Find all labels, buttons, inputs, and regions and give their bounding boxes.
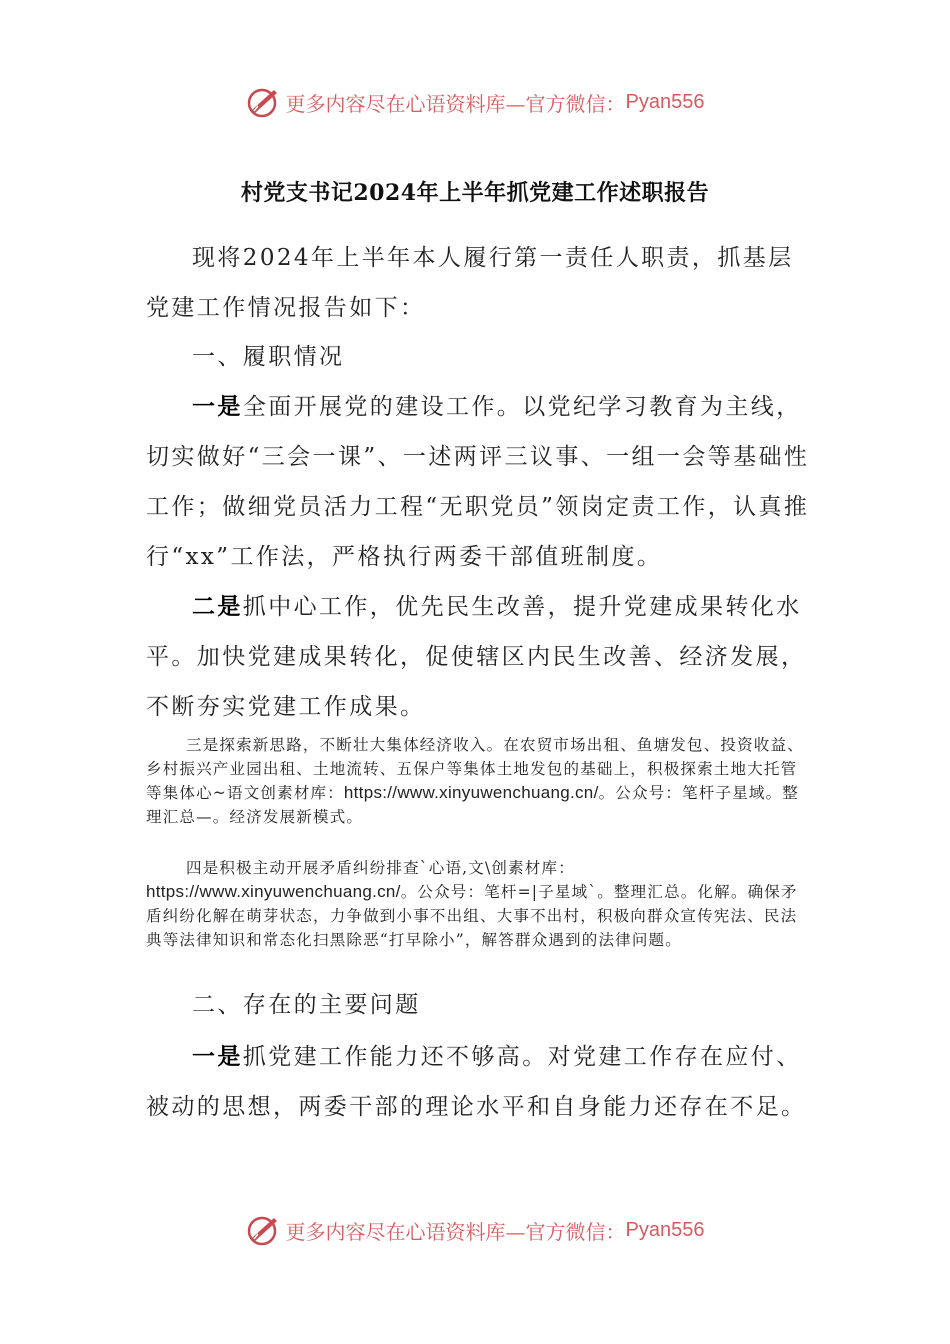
paragraph-4-text-a: 四是积极主动开展矛盾纠纷排查`心语,文\创素材库： bbox=[186, 859, 575, 877]
section-1-text: 一、履职情况 bbox=[192, 344, 345, 370]
banner-text: 更多内容尽在心语资料库—官方微信： bbox=[285, 91, 626, 116]
banner-wechat-id: Pyan556 bbox=[625, 1218, 705, 1241]
document-title: 村党支书记2024年上半年抓党建工作述职报告 bbox=[240, 180, 710, 206]
paragraph-5-text: 抓党建工作能力还不够高。对党建工作存在应付、被动的思想，两委干部的理论水平和自身能力还存在不足。 bbox=[146, 1044, 807, 1120]
paragraph-3-url-part1: https:// bbox=[343, 783, 398, 802]
paragraph-1-text: 全面开展党的建设工作。以党纪学习教育为主线，切实做好“三会一课”、一述两评三议事、一组一会等基础性工作；做细党员活力工程“无职党员”领岗定责工作，认真推行“xx”工作法，严格执行两委干部值班制度。 bbox=[146, 394, 810, 570]
paragraph-5-lead: 一是 bbox=[192, 1043, 243, 1070]
section-2-text: 二、存在的主要问题 bbox=[192, 992, 421, 1018]
section-heading-2 bbox=[146, 980, 810, 1030]
paragraph-3 bbox=[146, 733, 806, 829]
intro-paragraph bbox=[146, 233, 810, 333]
paragraph-4-url-part1: https:// bbox=[146, 882, 200, 901]
intro-text: 现将2024年上半年本人履行第一责任人职责，抓基层党建工作情况报告如下： bbox=[146, 245, 794, 321]
paragraph-5 bbox=[146, 1032, 810, 1132]
paragraph-1 bbox=[146, 382, 810, 582]
paragraph-3-url-part2: www.xinyuwenchuang.cn/ bbox=[397, 783, 599, 802]
paragraph-2-text: 抓中心工作，优先民生改善，提升党建成果转化水平。加快党建成果转化，促使辖区内民生改善、经济发展，不断夯实党建工作成果。 bbox=[146, 594, 807, 720]
footer-banner bbox=[0, 1208, 950, 1252]
section-heading-1 bbox=[146, 332, 810, 382]
paragraph-4-text-b: 。公众号：笔杆=|子星域`。整理汇总。化解。确保矛盾纠纷化解在萌芽状态，力争做到小事不出组、大事不出村，积极向群众宣传宪法、民法典等法律知识和常态化扫黑除恶“打早除小”，解答群众遇到的法律问题。 bbox=[146, 883, 798, 949]
banner-wechat-id: Pyan556 bbox=[625, 90, 705, 113]
paragraph-2-lead: 二是 bbox=[192, 593, 243, 620]
paragraph-2 bbox=[146, 582, 810, 732]
banner-text: 更多内容尽在心语资料库—官方微信： bbox=[285, 1219, 626, 1244]
paragraph-1-lead: 一是 bbox=[192, 393, 243, 420]
paragraph-4 bbox=[146, 856, 806, 952]
paragraph-4-url-part2: www.xinyuwenchuang.cn/ bbox=[199, 882, 401, 901]
header-banner bbox=[0, 80, 950, 124]
pen-logo-icon bbox=[246, 1212, 282, 1248]
paragraph-3-text-b: 。公众号：笔杆子星域。整理汇总—。经济发展新模式。 bbox=[146, 784, 799, 826]
pen-logo-icon bbox=[246, 84, 282, 120]
paragraph-3-text-a: 三是探索新思路，不断壮大集体经济收入。在农贸市场出租、鱼塘发包、投资收益、乡村振兴产业园出租、土地流转、五保户等集体土地发包的基础上，积极探索土地大托管等集体心~语文创素材库： bbox=[146, 736, 804, 802]
